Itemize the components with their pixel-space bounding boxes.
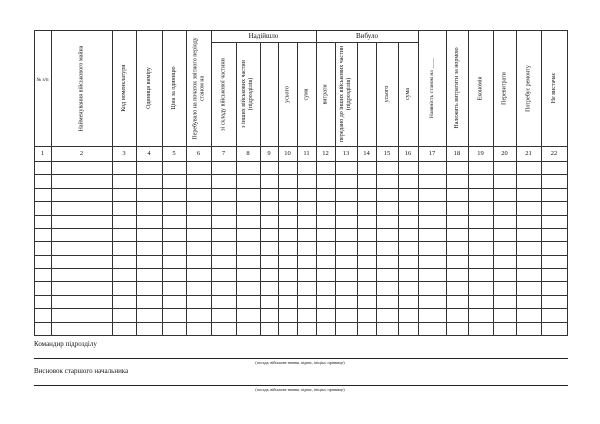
column-header-17: Наявність станом на ____: [428, 57, 435, 119]
column-number-21: 21: [525, 150, 532, 157]
number-row-bottom-line: [34, 161, 568, 162]
column-number-10: 10: [284, 150, 291, 157]
table-row-line: [34, 215, 568, 216]
column-number-16: 16: [404, 150, 412, 157]
column-header-3: Код номенклатури: [120, 64, 127, 112]
group-header-disposed: Вибуло: [356, 32, 378, 40]
table-right-border: [567, 30, 568, 336]
column-number-15: 15: [383, 150, 391, 157]
header-bottom-line: [34, 146, 568, 147]
column-header-2: Найменування військового майна: [78, 45, 85, 131]
table-row-line: [34, 241, 568, 242]
column-header-5: Ціна за одиницю: [170, 66, 177, 110]
column-header-20: Перевитрати: [501, 71, 508, 105]
column-number-14: 14: [363, 150, 370, 157]
table-row-line: [34, 174, 568, 175]
column-number-3: 3: [122, 150, 126, 157]
column-number-17: 17: [428, 150, 436, 157]
column-divider: [260, 42, 261, 336]
column-header-15: усього: [383, 85, 390, 103]
column-header-8: з інших військових частин (підрозділів): [241, 60, 254, 128]
column-number-19: 19: [477, 150, 484, 157]
column-number-2: 2: [79, 150, 84, 157]
column-number-6: 6: [196, 150, 201, 157]
table-row-line: [34, 322, 568, 323]
column-header-21: Потребує ремонту: [525, 64, 532, 112]
column-header-18: Належить витратити за нормою: [453, 47, 460, 129]
senior-commander-label: Висновок старшого начальника: [34, 367, 129, 375]
commander-label: Командир підрозділу: [34, 340, 97, 348]
column-header-11: сума: [303, 88, 310, 100]
column-number-8: 8: [246, 150, 250, 157]
table-row-line: [34, 188, 568, 189]
column-header-4: Одиниця виміру: [145, 67, 152, 109]
table-row-line: [34, 308, 568, 309]
table-top-border: [34, 30, 568, 31]
column-number-9: 9: [267, 150, 271, 157]
commander-signature-line: [34, 358, 568, 359]
table-row-line: [34, 201, 568, 202]
group-header-received: Надійшло: [248, 32, 279, 40]
column-number-11: 11: [303, 150, 310, 157]
senior-signature-caption: (посада, військове звання, підпис, ініціал, прізвище): [255, 387, 345, 392]
table-row-line: [34, 335, 568, 336]
table-row-line: [34, 255, 568, 256]
group-header-divider: [211, 42, 418, 43]
column-header-19: Економія: [477, 76, 484, 100]
column-number-20: 20: [501, 150, 508, 157]
column-header-22: Не вистачає: [550, 72, 557, 104]
column-header-13: передано до інших військових частин (підрозділів): [339, 45, 352, 143]
table-row-line: [34, 281, 568, 282]
column-number-7: 7: [221, 150, 226, 157]
column-header-12: витрати: [322, 83, 329, 105]
column-header-16: сума: [404, 88, 411, 100]
column-header-row-number: № з/п: [36, 78, 49, 83]
table-row-line: [34, 268, 568, 269]
column-divider: [357, 42, 358, 336]
column-header-10: усього: [284, 85, 291, 103]
column-header-6: Перебувало на початок звітного періоду станом на: [191, 36, 205, 140]
senior-signature-line: [34, 385, 568, 386]
table-row-line: [34, 228, 568, 229]
column-number-12: 12: [322, 150, 329, 157]
column-number-5: 5: [172, 150, 176, 157]
commander-signature-caption: (посада, військове звання, підпис, ініціал, прізвище): [255, 360, 345, 365]
column-number-13: 13: [342, 150, 350, 157]
column-header-7: зі складу військової частини: [220, 57, 227, 131]
column-number-1: 1: [40, 150, 45, 157]
table-left-border: [34, 30, 35, 336]
table-row-line: [34, 295, 568, 296]
column-number-18: 18: [453, 150, 461, 157]
column-number-22: 22: [550, 150, 558, 157]
column-number-4: 4: [147, 150, 151, 157]
